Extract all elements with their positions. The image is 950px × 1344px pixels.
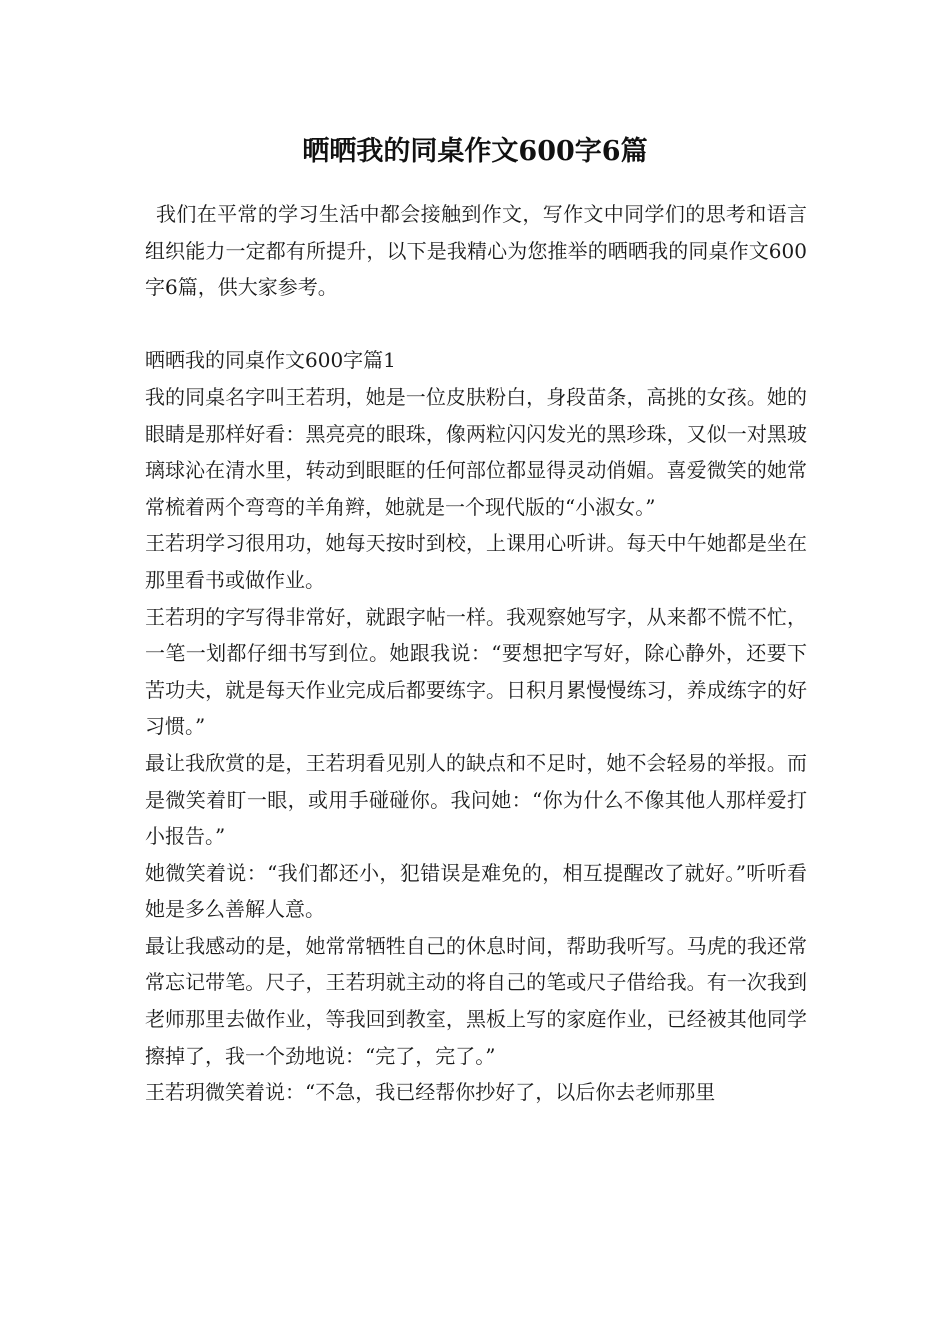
body-paragraph: 王若玥的字写得非常好，就跟字帖一样。我观察她写字，从来都不慌不忙，一笔一划都仔细书写到位。她跟我说：“要想把字写好，除心静外，还要下苦功夫，就是每天作业完成后都要练字。日积月累慢慢练习，养成练字的好习惯。” xyxy=(145,604,807,739)
body-paragraph: 王若玥微笑着说：“不急，我已经帮你抄好了，以后你去老师那里 xyxy=(145,1080,716,1105)
paragraph-spacer xyxy=(145,306,807,343)
intro-paragraph: 我们在平常的学习生活中都会接触到作文，写作文中同学们的思考和语言组织能力一定都有所提升，以下是我精心为您推举的晒晒我的同桌作文600字6篇，供大家参考。 xyxy=(145,202,807,300)
body-paragraph: 最让我感动的是，她常常牺牲自己的休息时间，帮助我听写。马虎的我还常常忘记带笔。尺子，王若玥就主动的将自己的笔或尺子借给我。有一次我到老师那里去做作业，等我回到教室，黑板上写的家庭作业，已经被其他同学擦掉了，我一个劲地说：“完了，完了。” xyxy=(145,933,807,1068)
page-title: 晒晒我的同桌作文600字6篇 xyxy=(302,136,648,167)
body-paragraph: 王若玥学习很用功，她每天按时到校，上课用心听讲。每天中午她都是坐在那里看书或做作业。 xyxy=(145,531,807,592)
section-heading: 晒晒我的同桌作文600字篇1 xyxy=(145,348,396,373)
body-paragraph: 她微笑着说：“我们都还小，犯错误是难免的，相互提醒改了就好。”听听看她是多么善解人意。 xyxy=(145,860,807,922)
body-paragraph: 我的同桌名字叫王若玥，她是一位皮肤粉白，身段苗条，高挑的女孩。她的眼睛是那样好看：黑亮亮的眼珠，像两粒闪闪发光的黑珍珠，又似一对黑玻璃球沁在清水里，转动到眼眶的任何部位都显得灵动俏媚。喜爱微笑的她常常梳着两个弯弯的羊角辫，她就是一个现代版的“小淑女。” xyxy=(145,384,807,519)
body-paragraph: 最让我欣赏的是，王若玥看见别人的缺点和不足时，她不会轻易的举报。而是微笑着盯一眼，或用手碰碰你。我问她：“你为什么不像其他人那样爱打小报告。” xyxy=(145,750,807,849)
document-body xyxy=(145,196,807,1111)
